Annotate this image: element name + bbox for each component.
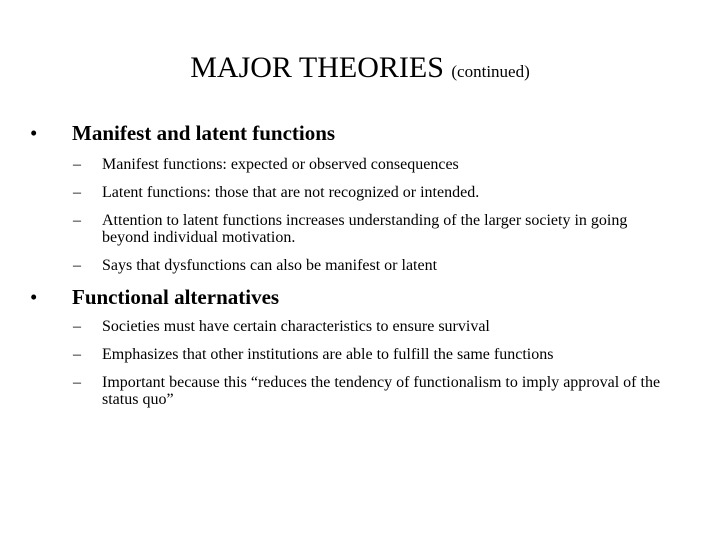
bullet-dot: • [30,121,38,145]
dash-marker: – [73,374,81,391]
sub-item-text: Important because this “reduces the tendency of functionalism to imply approval of the status quo” [102,374,661,408]
sub-item-text: Emphasizes that other institutions are able to fulfill the same functions [102,346,554,363]
bullet-dot: • [30,285,38,309]
title-main: MAJOR THEORIES [190,51,444,84]
dash-marker: – [73,184,81,201]
bullet-heading: Manifest and latent functions [72,121,336,145]
slide-title [0,50,720,90]
sub-item-text: Manifest functions: expected or observed consequences [102,156,459,173]
dash-marker: – [73,212,81,229]
dash-marker: – [73,156,81,173]
sub-item-text: Societies must have certain characteristics to ensure survival [102,318,490,335]
sub-item-text: Attention to latent functions increases understanding of the larger society in going beyond individual motivation. [102,212,628,246]
dash-marker: – [73,257,81,274]
bullet-heading: Functional alternatives [72,285,280,309]
sub-item-text: Says that dysfunctions can also be manifest or latent [102,257,438,274]
sub-item-text: Latent functions: those that are not recognized or intended. [102,184,480,201]
dash-marker: – [73,346,81,363]
title-subtitle: (continued) [451,62,530,81]
dash-marker: – [73,318,81,335]
